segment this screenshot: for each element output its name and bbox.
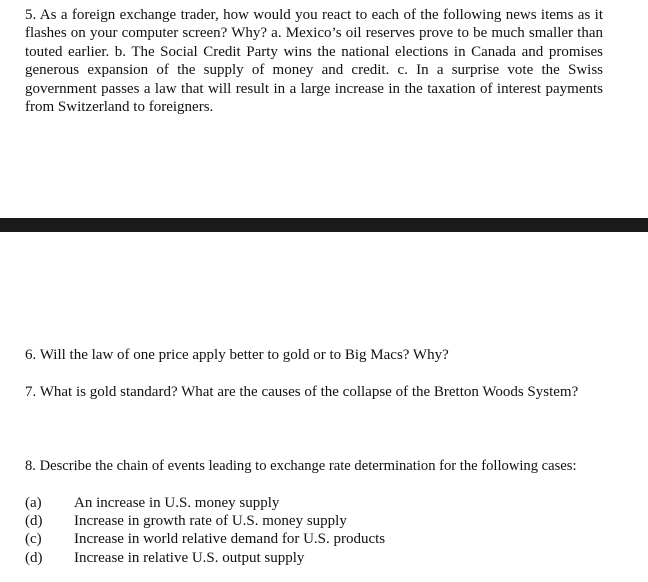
case-item <box>25 530 605 548</box>
case-text: Increase in relative U.S. output supply <box>74 549 305 566</box>
case-item <box>25 512 605 530</box>
case-marker: (d) <box>25 549 43 566</box>
question-8-case-list <box>25 494 605 567</box>
case-marker: (a) <box>25 495 42 511</box>
case-text: Increase in world relative demand for U.S. products <box>74 531 386 548</box>
case-text: An increase in U.S. money supply <box>74 495 280 511</box>
section-divider-bar <box>0 218 648 232</box>
question-7: 7. What is gold standard? What are the causes of the collapse of the Bretton Woods System? <box>25 384 579 400</box>
case-marker: (c) <box>25 531 42 548</box>
case-text: Increase in growth rate of U.S. money supply <box>74 513 347 530</box>
case-item <box>25 549 605 567</box>
case-marker: (d) <box>25 513 43 530</box>
question-6: 6. Will the law of one price apply better to gold or to Big Macs? Why? <box>25 347 449 363</box>
question-8: 8. Describe the chain of events leading to exchange rate determination for the following cases: <box>25 458 577 474</box>
case-item <box>25 494 605 512</box>
question-5: 5. As a foreign exchange trader, how would you react to each of the following news items as it flashes on your computer screen? Why? a. Mexico’s oil reserves prove to be much smaller than touted earlier. b. The Social Credit Party wins the national elections in Canada and promises generous expansion of the supply of money and credit. c. In a surprise vote the Swiss government passes a law that will result in a large increase in the taxation of interest payments from Switzerland to foreigners. <box>25 7 603 116</box>
